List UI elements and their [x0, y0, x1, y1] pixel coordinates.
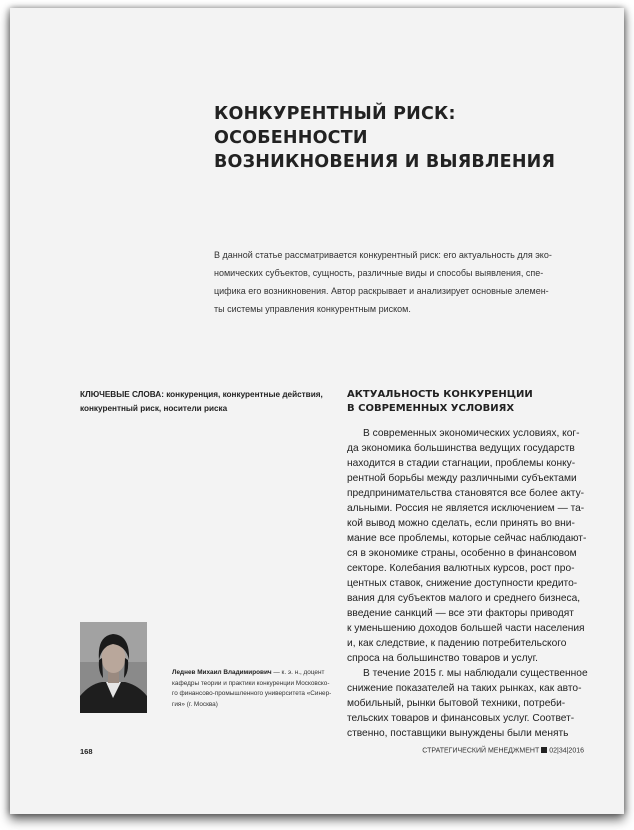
body-line: В течение 2015 г. мы наблюдали существенное — [363, 668, 588, 679]
page-number: 168 — [80, 747, 93, 756]
section-title-line: АКТУАЛЬНОСТЬ КОНКУРЕНЦИИ — [347, 389, 533, 400]
body-line: ственно, поставщики вынуждены были менять — [347, 728, 569, 739]
keywords-line: КЛЮЧЕВЫЕ СЛОВА: конкуренция, конкурентные действия, — [80, 390, 323, 399]
body-line: альными. Россия не является исключением — та- — [347, 503, 585, 514]
body-line: введение санкций — все эти факторы приводят — [347, 608, 574, 619]
journal-page — [10, 8, 624, 814]
journal-footer — [422, 747, 584, 755]
abstract-line: ты системы управления конкурентным риском. — [214, 304, 411, 314]
journal-issue: 02|34|2016 — [549, 747, 584, 755]
keywords-block — [80, 388, 330, 415]
author-line-first — [172, 668, 332, 679]
keywords-line: конкурентный риск, носители риска — [80, 403, 228, 413]
body-line: рентной борьбы между различными субъектами — [347, 473, 577, 484]
body-line: центных ставок, снижение доступности кредито- — [347, 578, 578, 589]
square-separator-icon — [541, 747, 547, 753]
body-line: кой вывод можно сделать, если принять во вни- — [347, 518, 575, 529]
body-line: мание все проблемы, которые сейчас наблюдают- — [347, 533, 587, 544]
body-line: да экономика большинства ведущих государств — [347, 443, 575, 454]
abstract-line: цифика его возникновения. Автор раскрывает и анализирует основные элемен- — [214, 286, 549, 296]
author-bio-line: кафедры теории и практики конкуренции Московско- — [172, 679, 330, 687]
article-title — [214, 102, 594, 174]
section-title — [347, 388, 597, 415]
body-line: секторе. Колебания валютных курсов, рост про- — [347, 563, 575, 574]
body-line: вания для субъектов малого и среднего бизнеса, — [347, 593, 581, 604]
abstract-line: номических субъектов, сущность, различные виды и способы выявления, спе- — [214, 268, 544, 278]
article-abstract — [214, 246, 592, 318]
body-line: к уменьшению доходов большей части населения — [347, 623, 585, 634]
body-line: находится в стадии стагнации, проблемы конку- — [347, 458, 576, 469]
author-photo — [80, 622, 147, 713]
article-title-line: КОНКУРЕНТНЫЙ РИСК: ОСОБЕННОСТИ — [214, 104, 456, 148]
author-name: Леднев Михаил Владимирович — [172, 669, 272, 676]
body-line: и, как следствие, к падению потребительского — [347, 638, 567, 649]
body-line: снижение показателей на таких рынках, как авто- — [347, 683, 582, 694]
author-portrait-icon — [80, 622, 147, 713]
body-line: ся в экономике страны, особенно в финансовом — [347, 548, 577, 559]
author-bio-first: — к. э. н., доцент — [271, 669, 325, 676]
body-line: предпринимательства становятся все более акту- — [347, 488, 585, 499]
journal-name: СТРАТЕГИЧЕСКИЙ МЕНЕДЖМЕНТ — [422, 747, 540, 755]
article-body — [347, 426, 593, 741]
section-title-line: В СОВРЕМЕННЫХ УСЛОВИЯХ — [347, 402, 515, 414]
body-line: тельских товаров и финансовых услуг. Соответ- — [347, 713, 575, 724]
author-bio-line: го финансово-промышленного университета «Синер- — [172, 690, 332, 697]
body-line: В современных экономических условиях, ког- — [363, 428, 580, 439]
author-bio-line: гия» (г. Москва) — [172, 700, 218, 708]
body-line: спроса на большинство товаров и услуг. — [347, 653, 538, 664]
body-line: мобильный, рынки бытовой техники, потреби- — [347, 698, 566, 709]
author-info — [172, 668, 332, 710]
article-title-line: ВОЗНИКНОВЕНИЯ И ВЫЯВЛЕНИЯ — [214, 152, 556, 172]
abstract-line: В данной статье рассматривается конкурентный риск: его актуальность для эко- — [214, 250, 552, 260]
